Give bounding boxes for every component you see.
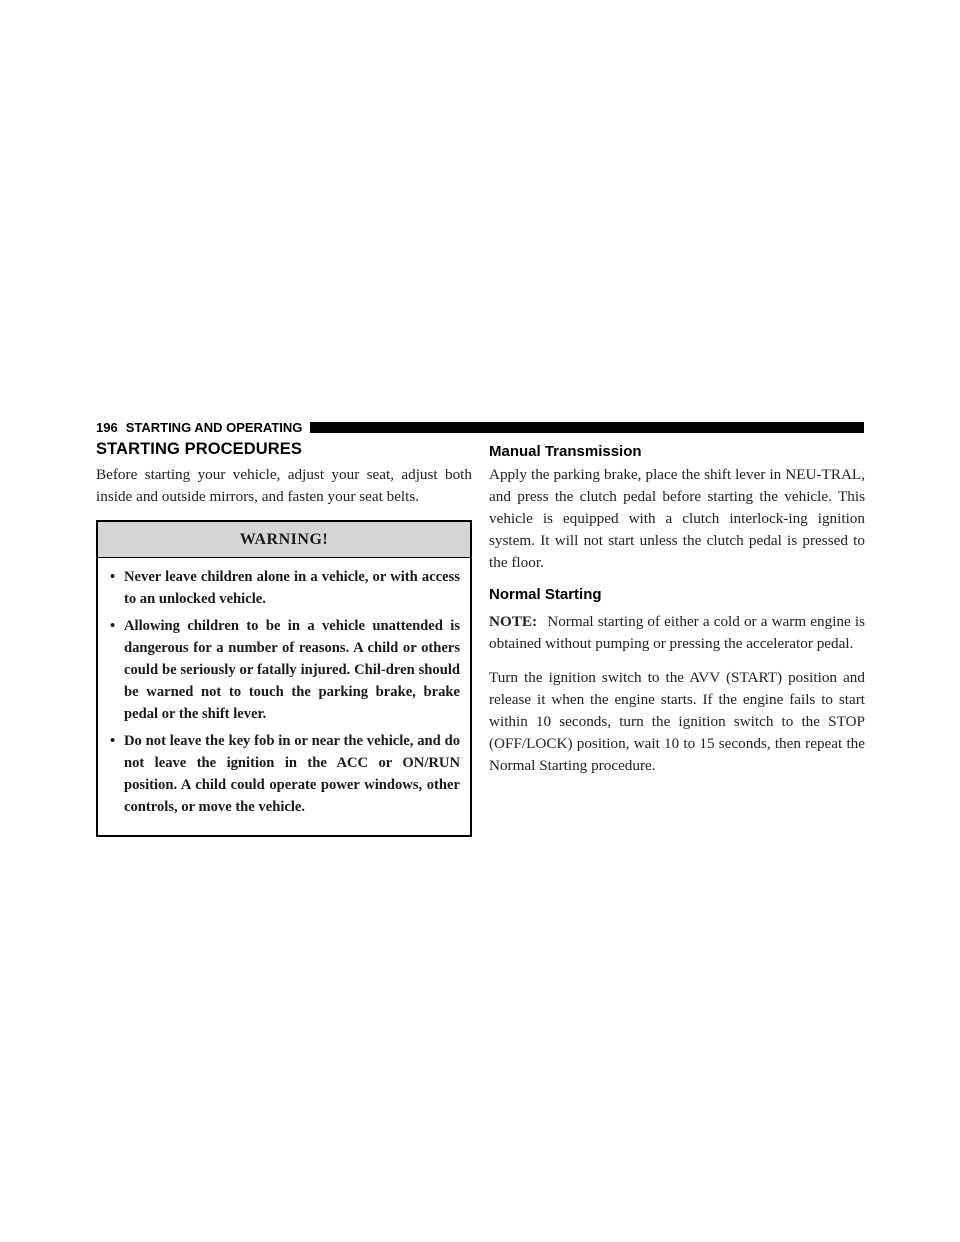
warning-item [110, 730, 460, 818]
normal-starting-heading: Normal Starting [489, 586, 602, 603]
header-rule [310, 422, 864, 433]
warning-item-text: Do not leave the key fob in or near the vehicle, and do not leave the ignition in the ACC or ON/RUN position. A child could operate power windows, other controls, or move the vehicle. [124, 733, 460, 815]
warning-item-text: Never leave children alone in a vehicle, or with access to an unlocked vehicle. [124, 569, 460, 607]
warning-item [110, 615, 460, 725]
page-header [96, 419, 864, 435]
warning-item-text: Allowing children to be in a vehicle unattended is dangerous for a number of reasons. A child or others could be seriously or fatally injured. Chil-dren should be warned not to touch the parking brake, brake pedal or the shift lever. [124, 618, 460, 722]
page-number: 196 [96, 419, 118, 435]
right-column [489, 440, 865, 789]
section-title: STARTING AND OPERATING [125, 419, 303, 435]
note-text: Normal starting of either a cold or a warm engine is obtained without pumping or pressing the accelerator pedal. [489, 613, 866, 652]
intro-paragraph: Before starting your vehicle, adjust your seat, adjust both inside and outside mirrors, and fasten your seat belts. [96, 466, 472, 505]
note-label: NOTE: [489, 613, 538, 630]
warning-title: WARNING! [98, 522, 470, 558]
warning-item [110, 566, 460, 610]
bullet-icon: • [110, 733, 116, 749]
starting-procedures-heading: STARTING PROCEDURES [96, 440, 303, 458]
warning-box [96, 520, 472, 837]
note-paragraph [489, 611, 865, 655]
manual-transmission-paragraph: Apply the parking brake, place the shift lever in NEU-TRAL, and press the clutch pedal before starting the vehicle. This vehicle is equipped with a clutch interlock-ing ignition system. It will not start unless the clutch pedal is pressed to the floor. [489, 466, 865, 571]
bullet-icon: • [110, 618, 116, 634]
bullet-icon: • [110, 569, 116, 585]
normal-starting-paragraph: Turn the ignition switch to the AVV (START) position and release it when the engine starts. If the engine fails to start within 10 seconds, turn the ignition switch to the STOP (OFF/LOCK) position, wait 10 to 15 seconds, then repeat the Normal Starting procedure. [489, 669, 865, 774]
left-column [96, 440, 472, 837]
warning-list [98, 558, 470, 835]
manual-transmission-heading: Manual Transmission [489, 443, 642, 460]
